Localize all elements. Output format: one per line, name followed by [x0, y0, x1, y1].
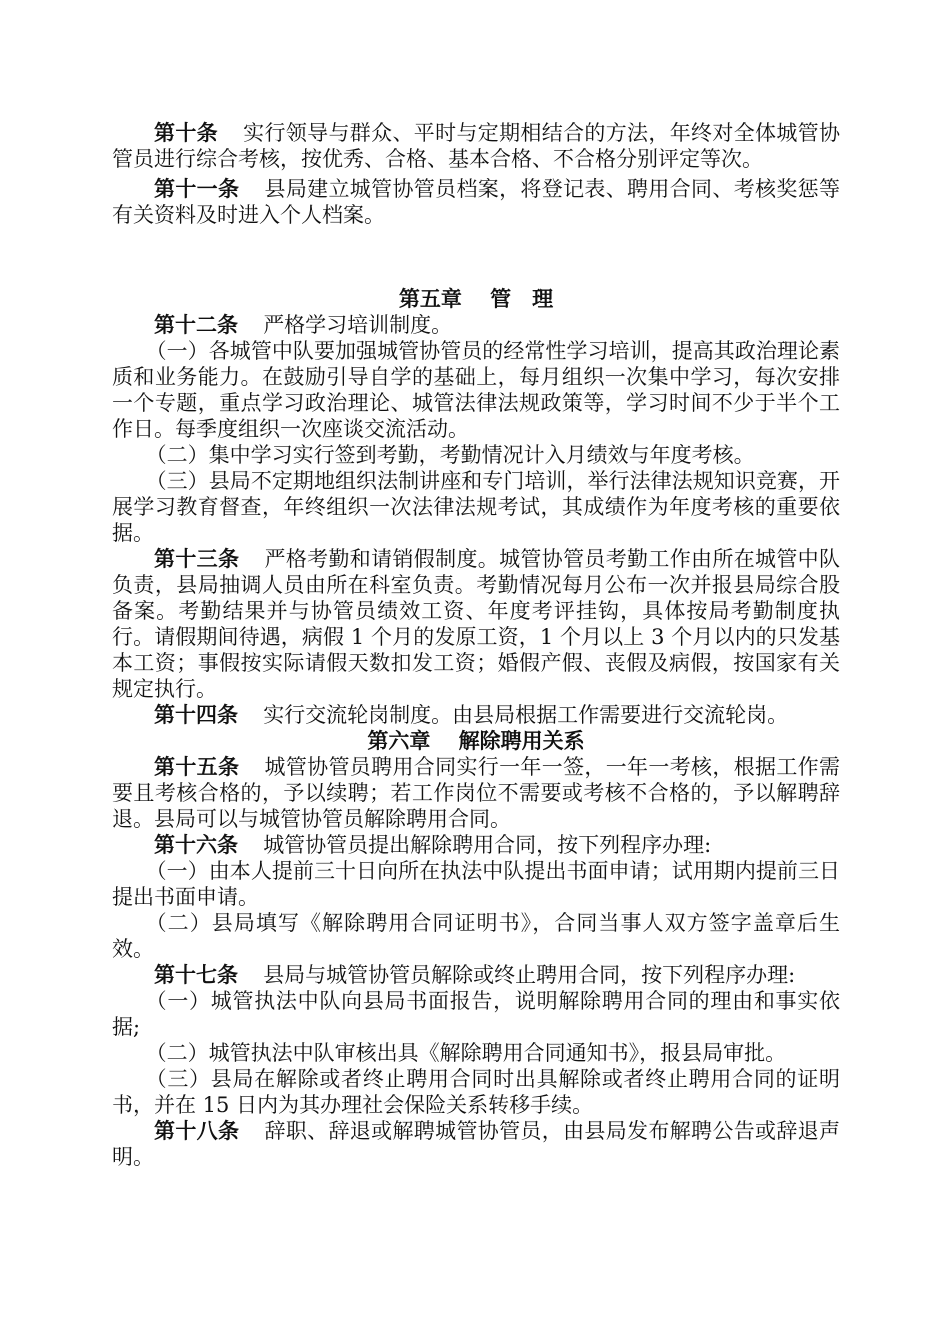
article-label: 第十条 — [154, 120, 218, 145]
article-text: 严格考勤和请销假制度。城管协管员考勤工作由所在城管中队负责，县局抽调人员由所在科室负责。考勤情况每月公布一次并报县局综合股备案。考勤结果并与协管员绩效工资、年度考评挂钩，具体按局考勤制度执行。请假期间待遇，病假 1 个月的发原工资，1 个月以上 3 个月以内的只发基本工资；事假按实际请假天数扣发工资；婚假产假、丧假及病假，按国家有关规定执行。 — [112, 547, 841, 701]
article-text: 城管协管员聘用合同实行一年一签，一年一考核，根据工作需要且考核合格的，予以续聘；若工作岗位不需要或考核不合格的，予以解聘辞退。县局可以与城管协管员解除聘用合同。 — [112, 755, 841, 831]
chapter-6-heading: 第六章 解除聘用关系 — [367, 728, 585, 753]
article-label: 第十二条 — [154, 312, 238, 337]
article-12-item-3: （三）县局不定期地组织法制讲座和专门培训，举行法律法规知识竞赛，开展学习教育督查，年终组织一次法律法规考试，其成绩作为年度考核的重要依据。 — [112, 469, 840, 545]
article-10 — [112, 120, 840, 172]
article-text: 严格学习培训制度。 — [263, 313, 453, 337]
article-text: 县局建立城管协管员档案，将登记表、聘用合同、考核奖惩等有关资料及时进入个人档案。 — [112, 177, 841, 227]
article-13 — [112, 546, 840, 702]
article-11 — [112, 176, 840, 228]
article-17-item-3: （三）县局在解除或者终止聘用合同时出具解除或者终止聘用合同的证明书，并在 15 日内为其办理社会保险关系转移手续。 — [112, 1067, 840, 1117]
article-17 — [112, 962, 840, 988]
article-14 — [112, 702, 840, 728]
article-12 — [112, 312, 840, 338]
article-label: 第十六条 — [154, 832, 238, 857]
article-text: 实行交流轮岗制度。由县局根据工作需要进行交流轮岗。 — [263, 703, 789, 727]
document-body — [112, 120, 840, 1170]
article-17-item-1: （一）城管执法中队向县局书面报告，说明解除聘用合同的理由和事实依据; — [112, 989, 840, 1039]
article-17-item-2: （二）城管执法中队审核出具《解除聘用合同通知书》，报县局审批。 — [145, 1041, 787, 1065]
article-label: 第十四条 — [154, 702, 238, 727]
article-12-item-2: （二）集中学习实行签到考勤，考勤情况计入月绩效与年度考核。 — [145, 443, 755, 467]
article-12-item-1: （一）各城管中队要加强城管协管员的经常性学习培训，提高其政治理论素质和业务能力。在鼓励引导自学的基础上，每月组织一次集中学习，每次安排一个专题，重点学习政治理论、城管法律法规政策等，学习时间不少于半个工作日。每季度组织一次座谈交流活动。 — [112, 339, 840, 441]
article-label: 第十八条 — [154, 1118, 240, 1143]
article-text: 辞职、辞退或解聘城管协管员，由县局发布解聘公告或辞退声明。 — [112, 1119, 841, 1169]
article-18 — [112, 1118, 840, 1170]
article-16 — [112, 832, 840, 858]
article-label: 第十七条 — [154, 962, 238, 987]
article-label: 第十三条 — [154, 546, 240, 571]
article-16-item-1: （一）由本人提前三十日向所在执法中队提出书面申请；试用期内提前三日提出书面申请。 — [112, 859, 840, 909]
article-text: 实行领导与群众、平时与定期相结合的方法，年终对全体城管协管员进行综合考核，按优秀、合格、基本合格、不合格分别评定等次。 — [112, 121, 841, 171]
article-15 — [112, 754, 840, 832]
article-label: 第十一条 — [154, 176, 240, 201]
article-text: 城管协管员提出解除聘用合同，按下列程序办理: — [263, 833, 712, 857]
article-text: 县局与城管协管员解除或终止聘用合同，按下列程序办理: — [263, 963, 796, 987]
chapter-5-heading: 第五章 管 理 — [398, 286, 554, 311]
article-label: 第十五条 — [154, 754, 240, 779]
article-16-item-2: （二）县局填写《解除聘用合同证明书》，合同当事人双方签字盖章后生效。 — [112, 911, 840, 961]
